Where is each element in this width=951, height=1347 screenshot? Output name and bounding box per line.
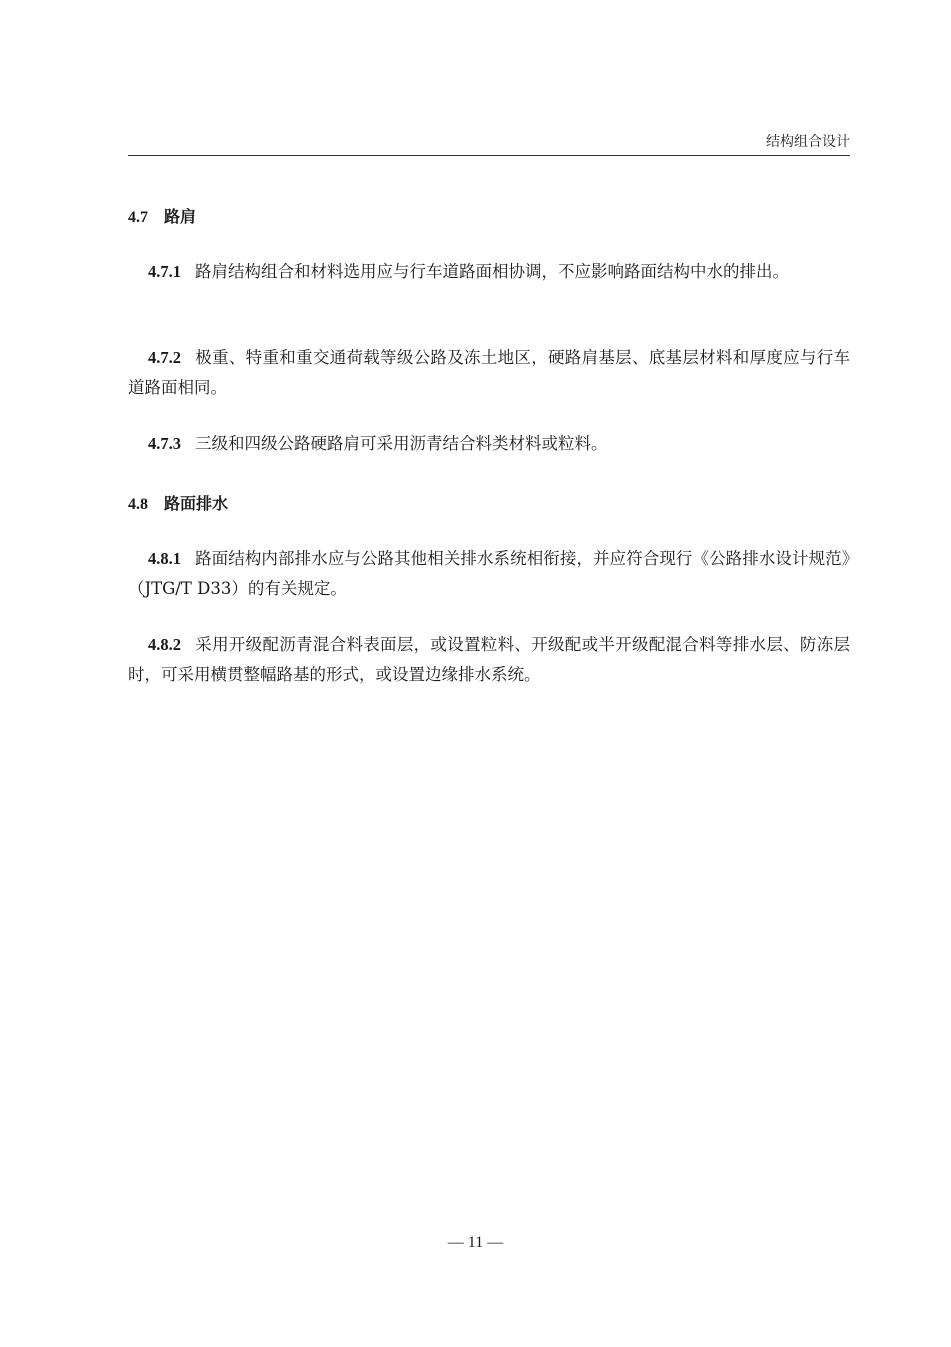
clause-text: 三级和四级公路硬路肩可采用沥青结合料类材料或粒料。: [195, 434, 608, 453]
clause-text: 路面结构内部排水应与公路其他相关排水系统相衔接，并应符合现行《公路排水设计规范》（JTG/T D33）的有关规定。: [128, 549, 850, 598]
clause-4-8-2: [128, 630, 850, 690]
section-number: 4.7: [128, 209, 148, 226]
section-number: 4.8: [128, 496, 148, 513]
clause-text: 极重、特重和重交通荷载等级公路及冻土地区，硬路肩基层、底基层材料和厚度应与行车道路面相同。: [128, 348, 850, 397]
clause-4-7-2: [128, 343, 850, 403]
clause-number: 4.8.1: [148, 549, 181, 568]
clause-4-7-1: [128, 257, 850, 287]
section-heading-4-8: [128, 491, 228, 514]
running-header: 结构组合设计: [766, 134, 850, 150]
header-rule: [128, 155, 850, 156]
clause-number: 4.8.2: [148, 635, 181, 654]
section-title: 路肩: [164, 207, 197, 226]
clause-text: 采用开级配沥青混合料表面层，或设置粒料、开级配或半开级配混合料等排水层、防冻层时，可采用横贯整幅路基的形式，或设置边缘排水系统。: [128, 635, 850, 684]
clause-text: 路肩结构组合和材料选用应与行车道路面相协调，不应影响路面结构中水的排出。: [195, 262, 789, 281]
clause-number: 4.7.3: [148, 434, 181, 453]
section-title: 路面排水: [164, 494, 229, 513]
page-number: — 11 —: [447, 1234, 504, 1251]
clause-4-8-1: [128, 544, 850, 604]
clause-4-7-3: [128, 429, 850, 459]
section-heading-4-7: [128, 204, 196, 227]
clause-number: 4.7.1: [148, 262, 181, 281]
clause-number: 4.7.2: [148, 348, 181, 367]
